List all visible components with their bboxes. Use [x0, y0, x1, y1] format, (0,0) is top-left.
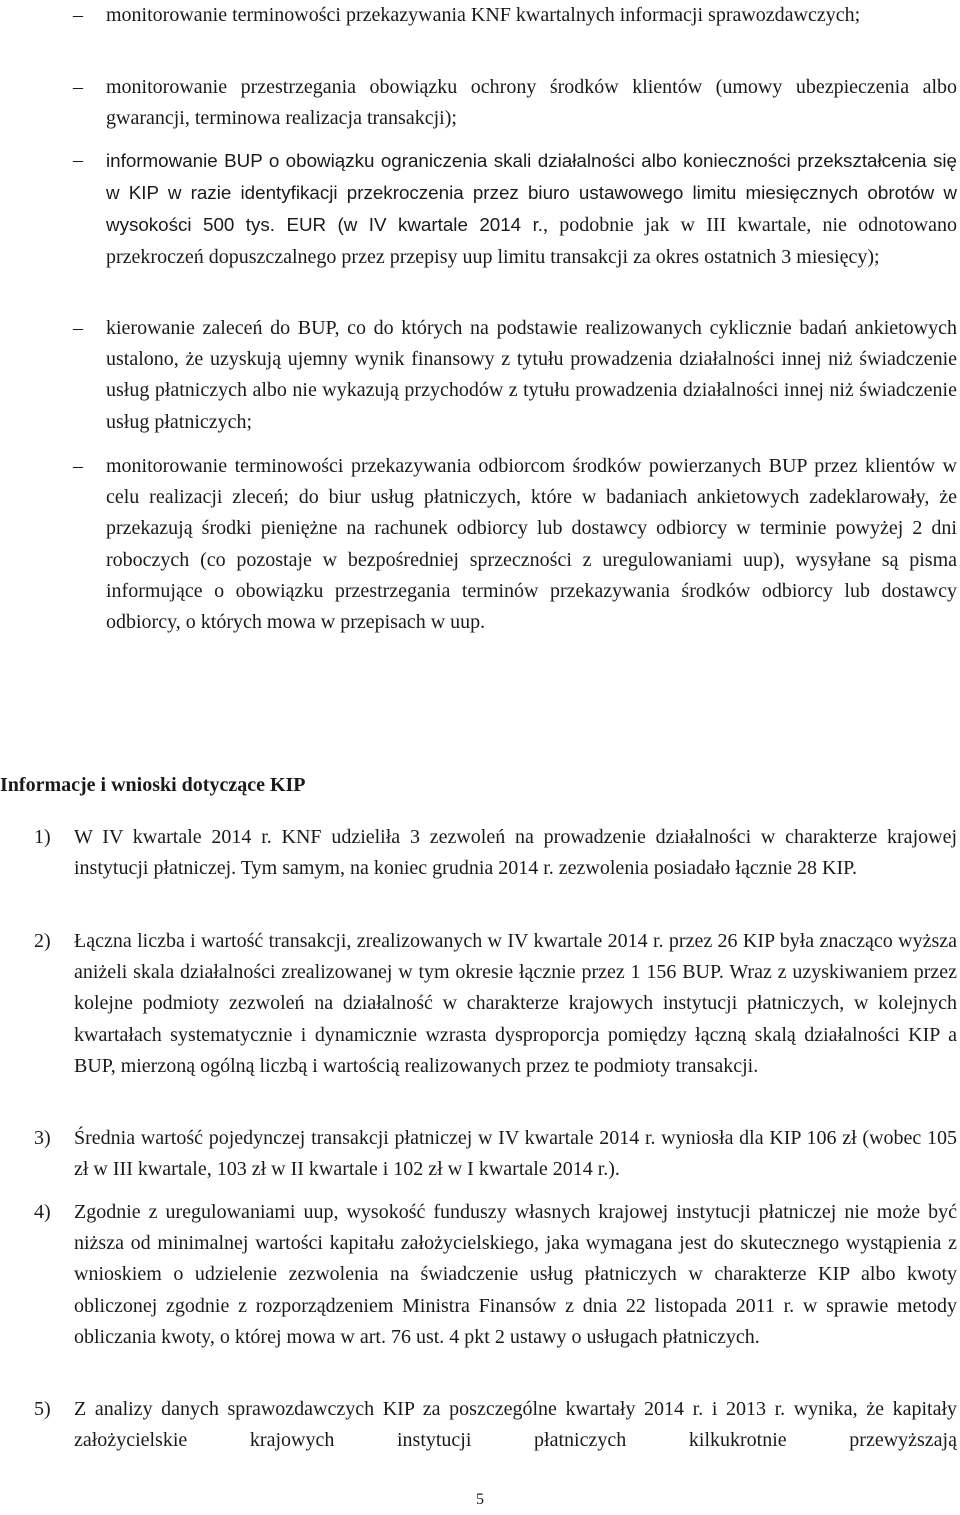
- item-text: W IV kwartale 2014 r. KNF udzieliła 3 zezwoleń na prowadzenie działalności w charakterze krajowej instytucji płatniczej. Tym samym, na koniec grudnia 2014 r. zezwolenia posiadało łącznie 28 KIP.: [74, 826, 957, 880]
- bullet-text: monitorowanie przestrzegania obowiązku ochrony środków klientów (umowy ubezpieczenia albo gwarancji, terminowa realizacja transakcji);: [106, 76, 957, 130]
- bullet-dash: –: [73, 149, 83, 171]
- item-number: 4): [34, 1201, 51, 1223]
- item-number: 1): [34, 826, 51, 848]
- bullet-item-1: [73, 0, 957, 31]
- bullet-item-2: [73, 72, 957, 134]
- numbered-item-5: [34, 1394, 957, 1456]
- item-text: Z analizy danych sprawozdawczych KIP za poszczególne kwartały 2014 r. i 2013 r. wynika, że kapitały założycielskie krajowych instytucji płatniczych kilkukrotnie przewyższają: [74, 1398, 957, 1452]
- numbered-item-2: [34, 926, 957, 1082]
- bullet-item-4: [73, 313, 957, 438]
- numbered-item-4: [34, 1197, 957, 1353]
- item-text: Średnia wartość pojedynczej transakcji płatniczej w IV kwartale 2014 r. wyniosła dla KIP 106 zł (wobec 105 zł w III kwartale, 103 zł w II kwartale i 102 zł w I kwartale 2014 r.).: [74, 1127, 957, 1181]
- bullet-text-serif-part: , podobnie jak w III kwartale, nie odnotowano przekroczeń dopuszczalnego przez przepisy uup limitu transakcji za okres ostatnich 3 miesięcy);: [106, 214, 958, 268]
- page-number: 5: [476, 1491, 484, 1508]
- bullet-text: kierowanie zaleceń do BUP, co do których na podstawie realizowanych cyklicznie badań ankietowych ustalono, że uzyskują ujemny wynik finansowy z tytułu prowadzenia działalności innej niż świadczenie usług płatniczych albo nie wykazują przychodów z tytułu prowadzenia działalności innej niż świadczenie usług płatniczych;: [106, 317, 957, 433]
- bullet-item-5: [73, 451, 957, 638]
- item-number: 2): [34, 930, 51, 952]
- bullet-dash: –: [73, 455, 83, 477]
- numbered-item-3: [34, 1123, 957, 1185]
- item-text: Zgodnie z uregulowaniami uup, wysokość funduszy własnych krajowej instytucji płatniczej nie może być niższa od minimalnej wartości kapitału założycielskiego, jaka wymagana jest do skutecznego wystąpienia z wnioskiem o udzielenie zezwolenia na świadczenie usług płatniczych w charakterze KIP albo kwoty obliczonej zgodnie z rozporządzeniem Ministra Finansów z dnia 22 listopada 2011 r. w sprawie metody obliczania kwoty, o której mowa w art. 76 ust. 4 pkt 2 ustawy o usługach płatniczych.: [74, 1201, 957, 1348]
- bullet-text: monitorowanie terminowości przekazywania odbiorcom środków powierzanych BUP przez klientów w celu realizacji zleceń; do biur usług płatniczych, które w badaniach ankietowych zadeklarowały, że przekazują środki pieniężne na rachunek odbiorcy lub dostawcy odbiorcy w terminie powyżej 2 dni roboczych (co pozostaje w bezpośredniej sprzeczności z uregulowaniami uup), wysyłane są pisma informujące o obowiązku przestrzegania terminów przekazywania środków odbiorcy lub dostawcy odbiorcy, o których mowa w przepisach w uup.: [106, 455, 957, 634]
- bullet-text: monitorowanie terminowości przekazywania KNF kwartalnych informacji sprawozdawczych;: [106, 4, 861, 26]
- bullet-item-3: [73, 145, 957, 273]
- bullet-text: [106, 145, 957, 273]
- bullet-dash: –: [73, 317, 83, 339]
- numbered-item-1: [34, 822, 957, 884]
- section-heading: Informacje i wnioski dotyczące KIP: [0, 774, 306, 796]
- item-number: 5): [34, 1398, 51, 1420]
- bullet-text-sans-part: informowanie BUP o obowiązku ograniczenia skali działalności albo konieczności przekształcenia się w KIP w razie identyfikacji przekroczenia przez biuro ustawowego limitu miesięcznych obrotów w wysokości 500 tys. EUR (w IV kwartale 2014 r.: [106, 150, 957, 236]
- item-number: 3): [34, 1127, 51, 1149]
- bullet-dash: –: [73, 76, 83, 98]
- item-text: Łączna liczba i wartość transakcji, zrealizowanych w IV kwartale 2014 r. przez 26 KIP była znacząco wyższa aniżeli skala działalności zrealizowanej w tym okresie łącznie przez 1 156 BUP. Wraz z uzyskiwaniem przez kolejne podmioty zezwoleń na działalność w charakterze krajowych instytucji płatniczych, w kolejnych kwartałach systematycznie i dynamicznie wzrasta dysproporcja pomiędzy łączną skalą działalności KIP a BUP, mierzoną ogólną liczbą i wartością realizowanych przez te podmioty transakcji.: [74, 930, 957, 1077]
- bullet-dash: –: [73, 4, 83, 26]
